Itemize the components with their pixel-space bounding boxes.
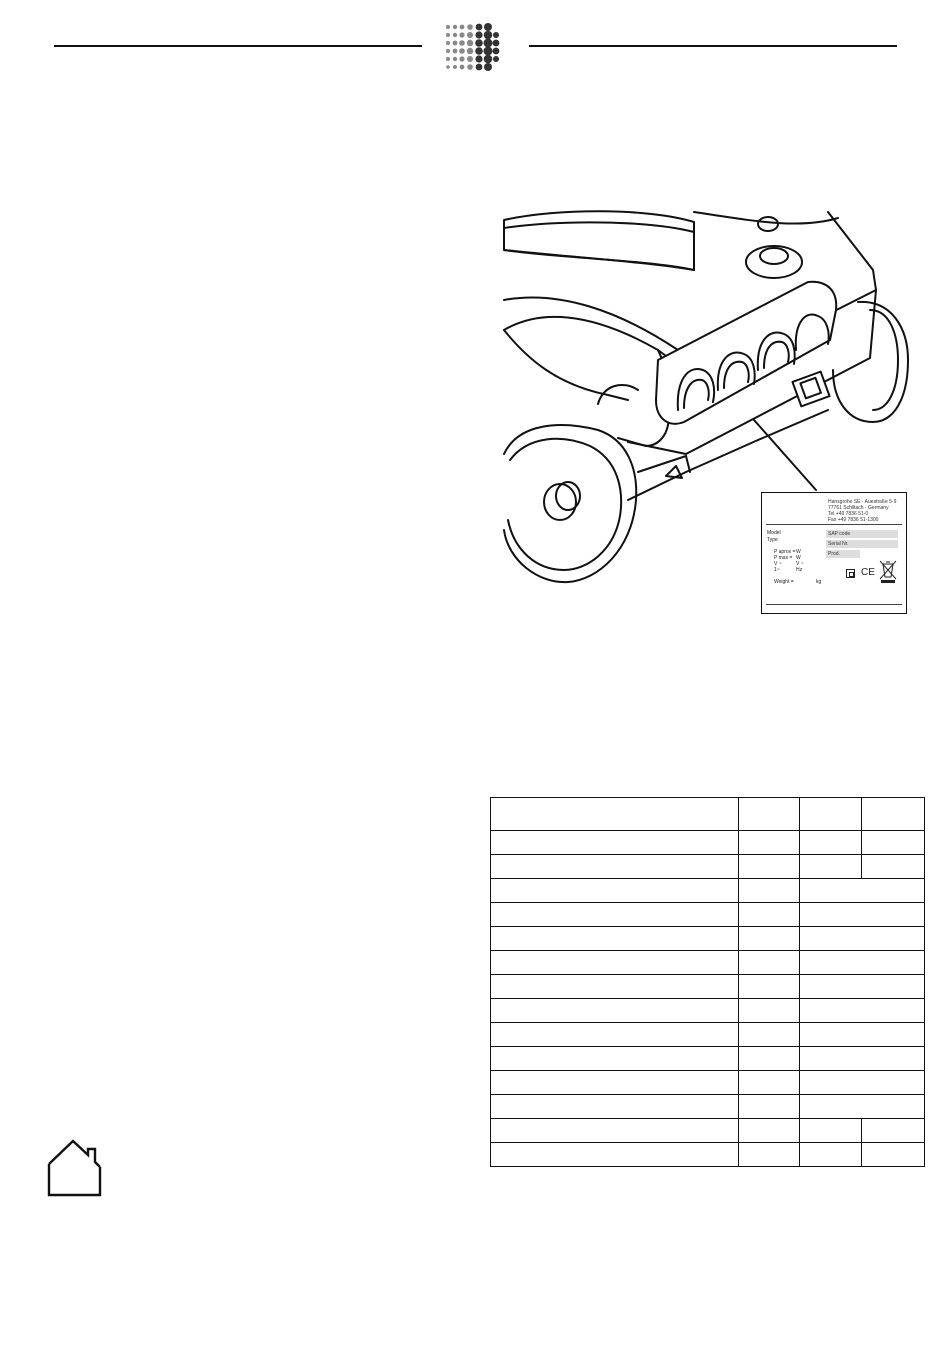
table-cell	[491, 927, 739, 951]
model-label: Model	[767, 530, 781, 536]
ce-mark: CE	[861, 567, 875, 578]
table-cell	[739, 831, 800, 855]
frequency-label: 1~	[774, 567, 780, 573]
table-cell	[800, 1071, 925, 1095]
table-cell	[739, 1071, 800, 1095]
header-rule-right	[529, 45, 897, 47]
table-cell	[739, 903, 800, 927]
table-row	[491, 1023, 925, 1047]
power-max-unit: W	[796, 555, 801, 561]
table-cell	[800, 879, 925, 903]
table-cell	[800, 855, 862, 879]
weight-label: Weight =	[774, 579, 794, 585]
address-line: Tel +49 7836 51-0	[828, 511, 869, 517]
table-cell	[491, 1095, 739, 1119]
table-cell	[800, 1095, 925, 1119]
table-cell	[491, 831, 739, 855]
table-row	[491, 999, 925, 1023]
table-cell	[800, 951, 925, 975]
table-row	[491, 1095, 925, 1119]
table-cell	[739, 1047, 800, 1071]
table-cell	[862, 831, 925, 855]
table-row	[491, 951, 925, 975]
table-row	[491, 1071, 925, 1095]
double-insulation-icon	[846, 569, 855, 578]
production-field: Prod.	[826, 550, 860, 558]
table-cell	[739, 1023, 800, 1047]
table-cell	[862, 1143, 925, 1167]
table-cell	[491, 951, 739, 975]
address-line: Hansgrohe SE · Auestraße 5-9	[828, 499, 897, 505]
address-line: Fax +49 7836 51-1300	[828, 517, 879, 523]
table-cell	[739, 927, 800, 951]
table-cell	[491, 855, 739, 879]
table-cell	[491, 879, 739, 903]
voltage-unit: V ~	[796, 561, 804, 567]
serial-number-field: Serial Nr.	[826, 540, 898, 548]
header-rule-left	[54, 45, 422, 47]
table-cell	[800, 999, 925, 1023]
table-row	[491, 927, 925, 951]
table-cell	[739, 951, 800, 975]
table-row	[491, 798, 925, 831]
table-cell	[800, 975, 925, 999]
label-divider	[766, 604, 902, 605]
table-cell	[491, 1071, 739, 1095]
table-cell	[739, 879, 800, 903]
label-divider	[766, 524, 902, 525]
table-row	[491, 1119, 925, 1143]
table-cell	[491, 1047, 739, 1071]
table-cell	[739, 855, 800, 879]
table-cell	[800, 1023, 925, 1047]
power-max-label: P max =	[774, 555, 793, 561]
table-cell	[800, 1143, 862, 1167]
address-line: 77761 Schiltach · Germany	[828, 505, 889, 511]
table-cell	[800, 831, 862, 855]
table-cell	[800, 1047, 925, 1071]
rating-plate-label	[761, 492, 907, 614]
power-approx-label: P aprox =	[774, 549, 796, 555]
table-cell	[739, 798, 800, 831]
table-cell	[491, 999, 739, 1023]
table-cell	[800, 903, 925, 927]
table-cell	[800, 798, 862, 831]
technical-data-table	[490, 797, 924, 1168]
table-cell	[491, 1143, 739, 1167]
table-cell	[739, 999, 800, 1023]
table-cell	[862, 798, 925, 831]
table-cell	[800, 1119, 862, 1143]
table-cell	[862, 1119, 925, 1143]
manufacturer-address	[828, 499, 904, 523]
table-row	[491, 831, 925, 855]
voltage-label: V ~	[774, 561, 782, 567]
table-cell	[491, 798, 739, 831]
house-icon	[44, 1138, 104, 1198]
table-cell	[491, 1119, 739, 1143]
table-cell	[491, 903, 739, 927]
table-cell	[739, 1143, 800, 1167]
power-approx-unit: W	[796, 549, 801, 555]
frequency-unit: Hz	[796, 567, 803, 573]
table-cell	[739, 975, 800, 999]
weee-bin-icon	[878, 559, 898, 585]
table-row	[491, 855, 925, 879]
brand-dot-logo-icon	[444, 22, 500, 74]
table-cell	[491, 1023, 739, 1047]
sap-code-field: SAP code	[826, 530, 898, 538]
table-cell	[800, 927, 925, 951]
table-cell	[739, 1095, 800, 1119]
type-label: Type	[767, 537, 778, 543]
table-cell	[491, 975, 739, 999]
table-row	[491, 1143, 925, 1167]
weight-unit: kg	[816, 579, 822, 585]
table-row	[491, 879, 925, 903]
table-row	[491, 975, 925, 999]
table-row	[491, 1047, 925, 1071]
table-cell	[739, 1119, 800, 1143]
table-cell	[862, 855, 925, 879]
table-row	[491, 903, 925, 927]
